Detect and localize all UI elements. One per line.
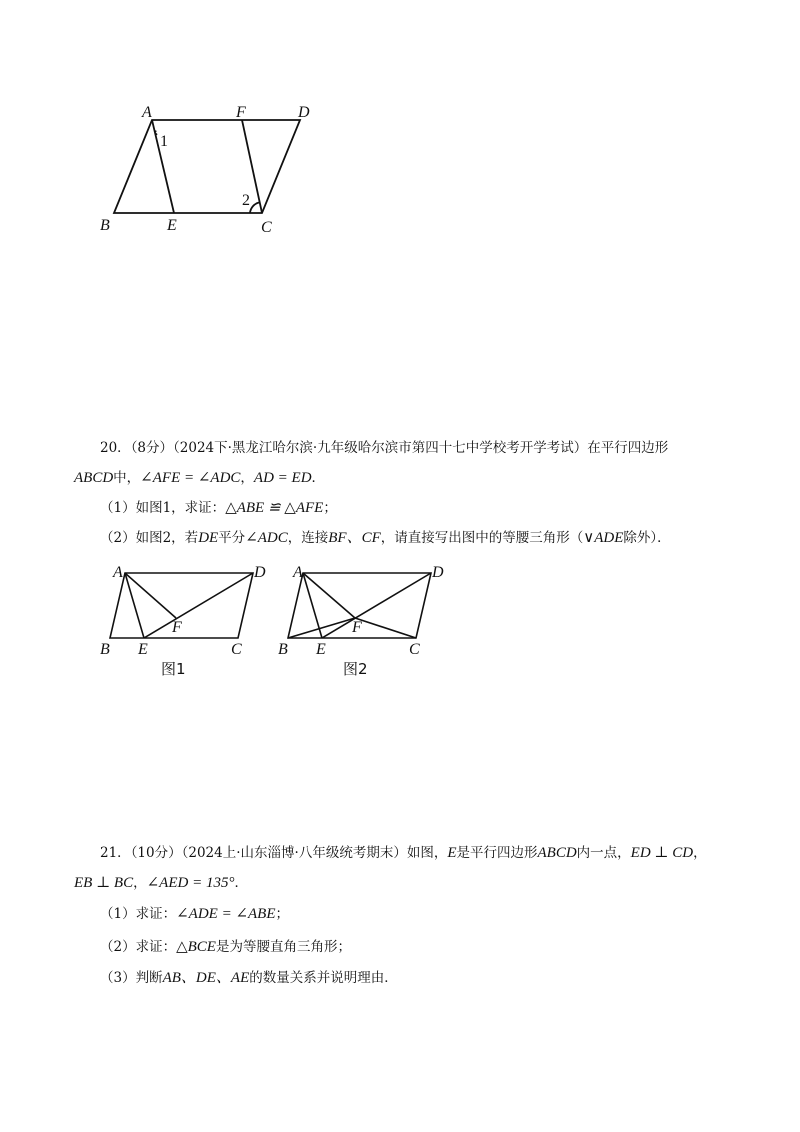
q21-text-c: 内一点， [576, 845, 631, 861]
q21-part3-label: （3）判断 [100, 970, 163, 986]
q21-stem-line1 [100, 843, 707, 863]
q21-part3 [100, 968, 398, 988]
q20-part1-end: ； [323, 500, 337, 516]
q20-number: 20． [100, 440, 131, 456]
q21-part1-end: ； [275, 906, 289, 922]
q21-sep: ， [693, 845, 707, 861]
fig2-label-c: C [409, 641, 420, 658]
q21-stem-line2 [74, 873, 248, 893]
q20-stem-line1 [100, 438, 668, 458]
q20-part2-math-ade: ∨ADE [583, 530, 624, 546]
q21-sep2: ， [133, 875, 147, 891]
fig2-label-f: F [352, 619, 362, 636]
q20-part2-label: （2）如图2，若 [100, 530, 199, 546]
label-a: A [142, 104, 152, 121]
fig2-label-d: D [432, 564, 444, 581]
q21-condition-ed-cd: ED ⊥ CD [630, 845, 694, 861]
q20-end: ． [311, 470, 326, 486]
label-e: E [167, 217, 177, 234]
q20-math-abcd: ABCD [74, 470, 114, 486]
q21-part1-label: （1）求证： [100, 906, 177, 922]
label-b: B [100, 217, 110, 234]
q20-part1-math: △ABE ≌ △AFE [225, 500, 324, 516]
fig2-label-a: A [293, 564, 303, 581]
label-d: D [298, 104, 310, 121]
q21-text-b: 是平行四边形 [456, 845, 538, 861]
q21-score: （10分） [130, 845, 182, 861]
q20-part2 [100, 528, 671, 548]
q20-part2-math-adc: ∠ADC [245, 530, 288, 546]
q20-score: （8分） [130, 440, 174, 456]
q20-text-a: 在平行四边形 [587, 440, 669, 456]
fig2-label-b: B [278, 641, 288, 658]
fig1-label-c: C [231, 641, 242, 658]
q20-condition-angle: ∠AFE = ∠ADC [140, 470, 241, 486]
fig1-label-a: A [113, 564, 123, 581]
fig2-segment-cf [355, 618, 416, 638]
label-angle-2: 2 [242, 192, 250, 209]
fig1-caption: 图1 [161, 660, 186, 678]
fig1-label-d: D [254, 564, 266, 581]
q21-part2-label: （2）求证： [100, 939, 177, 955]
angle-1-arc-outer [155, 134, 157, 135]
q21-condition-aed: ∠AED = 135° [146, 875, 235, 891]
fig2-segment-ed [322, 573, 431, 638]
q20-part1-label: （1）如图1，求证： [100, 500, 226, 516]
q20-part2-text3: ，请直接写出图中的等腰三角形（ [380, 530, 584, 546]
q20-part1 [100, 498, 337, 518]
q21-part3-text: 的数量关系并说明理由． [249, 970, 398, 986]
fig1-label-f: F [172, 619, 182, 636]
q21-math-abcd: ABCD [537, 845, 577, 861]
q21-end: ． [234, 875, 248, 891]
label-c: C [261, 219, 272, 236]
fig2-segment-af [303, 573, 355, 618]
q21-part2 [100, 937, 351, 957]
q20-part2-text4: 除外）． [623, 530, 671, 546]
fig1-segment-ed [144, 573, 253, 638]
fig1-segment-af [125, 573, 176, 618]
figure-1 [95, 560, 275, 685]
q20-part2-math-de: DE [198, 530, 219, 546]
fig2-label-e: E [316, 641, 326, 658]
q21-part1 [100, 904, 289, 924]
angle-2-arc [250, 202, 260, 213]
q20-part2-text2: ，连接 [287, 530, 329, 546]
q21-text-a: 如图， [406, 845, 448, 861]
q21-number: 21． [100, 845, 131, 861]
figure-parallelogram-top [90, 95, 330, 240]
q20-stem-line2 [74, 468, 325, 488]
q21-source: （2024上·山东淄博·八年级统考期末） [181, 845, 407, 861]
label-angle-1: 1 [160, 133, 168, 150]
q21-part1-math: ∠ADE = ∠ABE [176, 906, 276, 922]
q20-condition-ad-ed: AD = ED [253, 470, 312, 486]
fig2-caption: 图2 [343, 660, 368, 678]
q20-sep: ， [240, 470, 254, 486]
fig1-segment-ae [125, 573, 144, 638]
fig1-label-e: E [138, 641, 148, 658]
label-f: F [236, 104, 246, 121]
fig1-label-b: B [100, 641, 110, 658]
q20-part2-math-bf-cf: BF、CF [328, 530, 381, 546]
q21-condition-eb-bc: EB ⊥ BC [74, 875, 134, 891]
q21-part2-math: △BCE [176, 939, 216, 955]
q21-math-e: E [447, 845, 457, 861]
figure-2 [275, 560, 455, 685]
q21-part2-text: 是为等腰直角三角形； [215, 939, 351, 955]
q20-part2-text1: 平分 [218, 530, 246, 546]
q20-text-b: 中， [113, 470, 141, 486]
q20-source: （2024下·黑龙江哈尔滨·九年级哈尔滨市第四十七中学校考开学考试） [173, 440, 588, 456]
parallelogram-abcd [114, 120, 300, 213]
q21-part3-math: AB、DE、AE [162, 970, 250, 986]
